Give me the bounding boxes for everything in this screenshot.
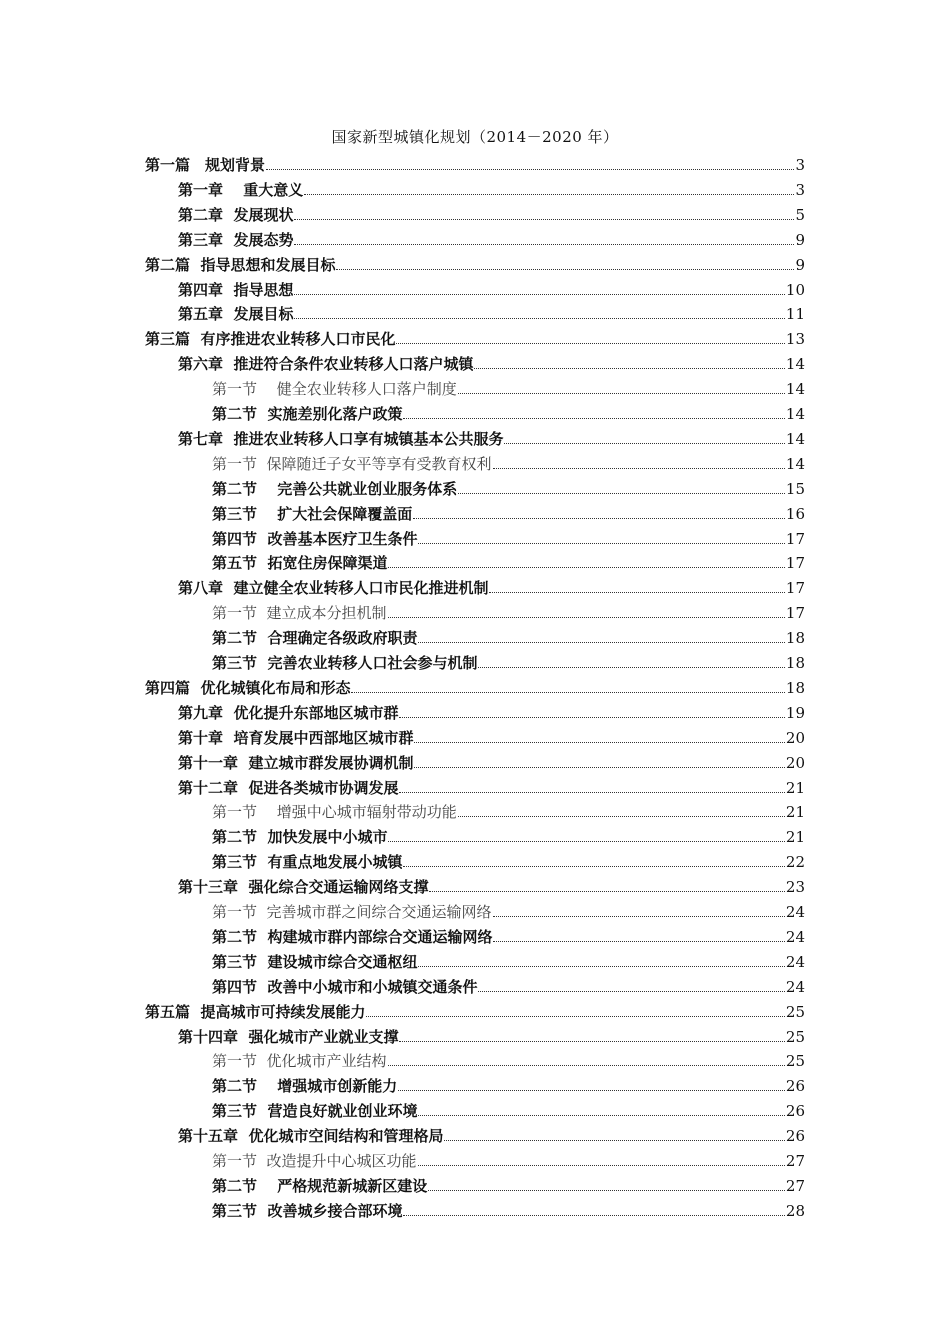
toc-entry-title: 第十五章 优化城市空间结构和管理格局 xyxy=(178,1127,444,1146)
toc-entry-title: 第十四章 强化城市产业就业支撑 xyxy=(178,1027,399,1046)
toc-entry-title: 第七章 推进农业转移人口享有城镇基本公共服务 xyxy=(178,429,504,448)
toc-entry-page-number: 5 xyxy=(795,205,805,224)
toc-dot-leader xyxy=(444,1140,784,1141)
toc-entry[interactable] xyxy=(178,299,805,324)
toc-entry[interactable] xyxy=(212,1196,805,1221)
toc-entry[interactable] xyxy=(212,524,805,549)
toc-entry-page-number: 26 xyxy=(785,1127,805,1146)
toc-entry[interactable] xyxy=(178,225,805,250)
toc-entry[interactable] xyxy=(212,847,805,872)
toc-entry-page-number: 9 xyxy=(795,230,805,249)
toc-entry-page-number: 24 xyxy=(785,952,805,971)
toc-entry-title: 第十二章 促进各类城市协调发展 xyxy=(178,778,399,797)
toc-entry-page-number: 21 xyxy=(785,828,805,847)
toc-entry-page-number: 3 xyxy=(795,180,805,199)
toc-entry-title: 第五章 发展目标 xyxy=(178,305,294,324)
toc-entry-title: 第六章 推进符合条件农业转移人口落户城镇 xyxy=(178,355,474,374)
toc-dot-leader xyxy=(398,1090,785,1091)
toc-entry-page-number: 27 xyxy=(785,1176,805,1195)
toc-entry-title: 第二节 严格规范新城新区建设 xyxy=(212,1176,428,1195)
toc-entry-page-number: 26 xyxy=(785,1077,805,1096)
toc-entry-title: 第一节 改造提升中心城区功能 xyxy=(212,1152,417,1170)
toc-entry[interactable] xyxy=(178,872,805,897)
toc-entry-title: 第二节 增强城市创新能力 xyxy=(212,1077,398,1096)
toc-entry-title: 第二篇 指导思想和发展目标 xyxy=(145,255,336,274)
toc-dot-leader xyxy=(418,1115,784,1116)
toc-entry[interactable] xyxy=(212,474,805,499)
toc-entry-title: 第四章 指导思想 xyxy=(178,280,294,299)
toc-entry-title: 第二节 完善公共就业创业服务体系 xyxy=(212,479,458,498)
toc-entry-page-number: 16 xyxy=(785,504,805,523)
toc-dot-leader xyxy=(366,1016,784,1017)
toc-dot-leader xyxy=(304,194,794,195)
toc-entry-title: 第二节 构建城市群内部综合交通运输网络 xyxy=(212,927,493,946)
toc-entry[interactable] xyxy=(212,449,805,474)
toc-entry-title: 第一章 重大意义 xyxy=(178,180,304,199)
toc-dot-leader xyxy=(418,1165,785,1166)
toc-entry-title: 第三章 发展态势 xyxy=(178,230,294,249)
toc-entry[interactable] xyxy=(145,250,805,275)
toc-entry-page-number: 24 xyxy=(785,977,805,996)
toc-dot-leader xyxy=(493,468,785,469)
toc-entry-title: 第一节 完善城市群之间综合交通运输网络 xyxy=(212,903,492,921)
toc-entry-title: 第十一章 建立城市群发展协调机制 xyxy=(178,753,414,772)
toc-entry[interactable] xyxy=(178,424,805,449)
toc-dot-leader xyxy=(396,343,784,344)
toc-entry-page-number: 17 xyxy=(785,529,805,548)
toc-entry-title: 第四节 改善基本医疗卫生条件 xyxy=(212,529,418,548)
toc-entry-page-number: 14 xyxy=(785,429,805,448)
toc-entry-title: 第四节 改善中小城市和小城镇交通条件 xyxy=(212,977,478,996)
toc-entry[interactable] xyxy=(212,972,805,997)
toc-entry-title: 第三节 营造良好就业创业环境 xyxy=(212,1102,418,1121)
toc-entry-page-number: 24 xyxy=(785,903,805,921)
toc-entry[interactable] xyxy=(178,748,805,773)
toc-entry[interactable] xyxy=(178,349,805,374)
toc-entry-title: 第一节 优化城市产业结构 xyxy=(212,1052,387,1071)
toc-entry[interactable] xyxy=(178,698,805,723)
toc-entry-title: 第二节 合理确定各级政府职责 xyxy=(212,629,418,648)
toc-dot-leader xyxy=(414,742,784,743)
toc-dot-leader xyxy=(351,692,784,693)
toc-entry-page-number: 15 xyxy=(785,479,805,498)
toc-entry-title: 第十章 培育发展中西部地区城市群 xyxy=(178,728,414,747)
toc-entry[interactable] xyxy=(212,1071,805,1096)
document-title: 国家新型城镇化规划（2014－2020 年） xyxy=(331,128,619,146)
toc-entry[interactable] xyxy=(145,150,805,175)
toc-entry[interactable] xyxy=(178,573,805,598)
toc-dot-leader xyxy=(414,767,784,768)
toc-dot-leader xyxy=(458,393,785,394)
toc-entry-page-number: 20 xyxy=(785,753,805,772)
toc-entry-page-number: 18 xyxy=(785,654,805,672)
toc-entry[interactable] xyxy=(212,897,805,922)
toc-entry-page-number: 17 xyxy=(785,604,805,623)
toc-entry[interactable] xyxy=(212,499,805,524)
toc-entry-title: 第八章 建立健全农业转移人口市民化推进机制 xyxy=(178,579,489,598)
toc-dot-leader xyxy=(388,567,784,568)
toc-dot-leader xyxy=(388,841,784,842)
toc-dot-leader xyxy=(403,418,784,419)
toc-entry-page-number: 14 xyxy=(785,380,805,399)
toc-dot-leader xyxy=(504,443,784,444)
toc-entry-page-number: 25 xyxy=(785,1027,805,1046)
toc-entry[interactable] xyxy=(212,374,805,399)
toc-entry-page-number: 13 xyxy=(785,330,805,349)
toc-dot-leader xyxy=(418,642,784,643)
toc-entry-page-number: 23 xyxy=(785,878,805,897)
toc-dot-leader xyxy=(418,543,784,544)
toc-entry[interactable] xyxy=(178,723,805,748)
toc-entry-title: 第一节 健全农业转移人口落户制度 xyxy=(212,380,457,399)
toc-entry[interactable] xyxy=(178,275,805,300)
toc-entry-page-number: 9 xyxy=(795,255,805,274)
toc-entry[interactable] xyxy=(178,175,805,200)
toc-dot-leader xyxy=(474,368,784,369)
toc-dot-leader xyxy=(388,617,785,618)
toc-dot-leader xyxy=(493,916,785,917)
toc-entry-page-number: 21 xyxy=(785,803,805,822)
toc-entry-title: 第一节 建立成本分担机制 xyxy=(212,604,387,623)
toc-entry-title: 第二章 发展现状 xyxy=(178,205,294,224)
toc-dot-leader xyxy=(428,1190,785,1191)
toc-entry[interactable] xyxy=(145,997,805,1022)
toc-dot-leader xyxy=(294,244,794,245)
toc-entry[interactable] xyxy=(212,947,805,972)
toc-entry-page-number: 14 xyxy=(785,454,805,473)
toc-dot-leader xyxy=(399,792,784,793)
toc-entry-page-number: 19 xyxy=(785,703,805,722)
toc-entry[interactable] xyxy=(178,1022,805,1047)
toc-dot-leader xyxy=(489,592,784,593)
toc-dot-leader xyxy=(458,816,785,817)
toc-entry[interactable] xyxy=(212,623,805,648)
toc-entry[interactable] xyxy=(212,1146,805,1171)
toc-entry-page-number: 11 xyxy=(785,305,805,324)
toc-entry-title: 第四篇 优化城镇化布局和形态 xyxy=(145,678,351,697)
toc-dot-leader xyxy=(478,991,784,992)
toc-entry[interactable] xyxy=(145,324,805,349)
toc-dot-leader xyxy=(403,1215,784,1216)
toc-entry-page-number: 3 xyxy=(795,156,805,174)
toc-entry[interactable] xyxy=(178,200,805,225)
toc-entry-page-number: 14 xyxy=(785,405,805,423)
toc-entry-page-number: 18 xyxy=(785,678,805,697)
toc-entry-title: 第三节 扩大社会保障覆盖面 xyxy=(212,504,413,523)
toc-entry[interactable] xyxy=(212,922,805,947)
toc-entry-title: 第一节 保障随迁子女平等享有受教育权利 xyxy=(212,454,492,473)
toc-entry-page-number: 14 xyxy=(785,355,805,374)
toc-dot-leader xyxy=(294,219,794,220)
toc-entry-title: 第五篇 提高城市可持续发展能力 xyxy=(145,1002,366,1021)
toc-dot-leader xyxy=(429,891,784,892)
toc-dot-leader xyxy=(336,269,794,270)
toc-entry[interactable] xyxy=(145,673,805,698)
toc-entry-title: 第二节 实施差别化落户政策 xyxy=(212,405,403,423)
toc-dot-leader xyxy=(458,493,785,494)
toc-dot-leader xyxy=(413,518,785,519)
toc-dot-leader xyxy=(478,667,784,668)
toc-entry-title: 第二节 加快发展中小城市 xyxy=(212,828,388,847)
toc-entry-page-number: 17 xyxy=(785,579,805,598)
toc-dot-leader xyxy=(493,941,784,942)
toc-entry-page-number: 22 xyxy=(785,853,805,872)
toc-entry-title: 第三节 改善城乡接合部环境 xyxy=(212,1201,403,1220)
toc-dot-leader xyxy=(403,866,784,867)
toc-dot-leader xyxy=(294,318,784,319)
toc-entry-page-number: 18 xyxy=(785,629,805,648)
toc-entry-page-number: 28 xyxy=(785,1201,805,1220)
toc-entry-page-number: 26 xyxy=(785,1102,805,1121)
toc-entry-page-number: 25 xyxy=(785,1002,805,1021)
toc-entry-title: 第一篇 规划背景 xyxy=(145,156,266,174)
toc-entry[interactable] xyxy=(212,797,805,822)
toc-entry[interactable] xyxy=(212,648,805,673)
toc-entry-title: 第三节 有重点地发展小城镇 xyxy=(212,853,403,872)
toc-entry[interactable] xyxy=(178,773,805,798)
toc-entry-title: 第三篇 有序推进农业转移人口市民化 xyxy=(145,330,396,349)
toc-entry-page-number: 20 xyxy=(785,728,805,747)
toc-entry-title: 第九章 优化提升东部地区城市群 xyxy=(178,703,399,722)
toc-dot-leader xyxy=(388,1065,785,1066)
toc-dot-leader xyxy=(266,169,794,170)
toc-entry-title: 第一节 增强中心城市辐射带动功能 xyxy=(212,803,457,822)
toc-entry-page-number: 24 xyxy=(785,927,805,946)
toc-entry[interactable] xyxy=(212,1171,805,1196)
toc-entry-page-number: 25 xyxy=(785,1052,805,1071)
toc-entry[interactable] xyxy=(212,548,805,573)
toc-entry-title: 第五节 拓宽住房保障渠道 xyxy=(212,554,388,573)
toc-dot-leader xyxy=(399,717,784,718)
toc-entry-page-number: 21 xyxy=(785,778,805,797)
toc-entry-page-number: 10 xyxy=(785,280,805,299)
toc-entry[interactable] xyxy=(212,1046,805,1071)
toc-entry-title: 第三节 建设城市综合交通枢纽 xyxy=(212,952,418,971)
toc-entry[interactable] xyxy=(212,598,805,623)
toc-entry-title: 第三节 完善农业转移人口社会参与机制 xyxy=(212,654,478,672)
toc-entry-title: 第十三章 强化综合交通运输网络支撑 xyxy=(178,878,429,897)
toc-dot-leader xyxy=(294,294,784,295)
toc-entry[interactable] xyxy=(212,399,805,424)
toc-entry[interactable] xyxy=(178,1121,805,1146)
toc-entry[interactable] xyxy=(212,1096,805,1121)
toc-entry-page-number: 17 xyxy=(785,554,805,573)
toc-dot-leader xyxy=(399,1041,784,1042)
toc-entry-page-number: 27 xyxy=(785,1152,805,1170)
toc-dot-leader xyxy=(418,966,784,967)
toc-entry[interactable] xyxy=(212,822,805,847)
